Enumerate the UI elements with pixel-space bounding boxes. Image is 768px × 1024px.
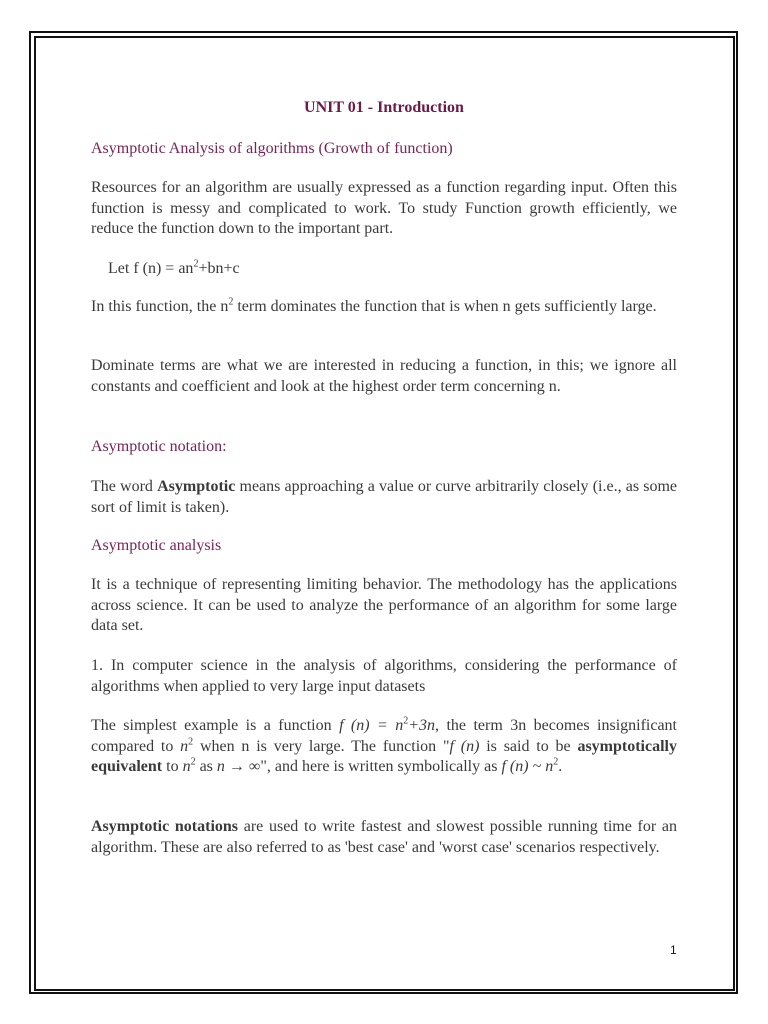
text-segment: The word (91, 478, 158, 495)
formula-exponent: 2 (193, 258, 199, 270)
math-italic: f (n) = n (339, 717, 404, 734)
text-segment: is said to be (479, 737, 578, 755)
formula-suffix: +bn+c (198, 260, 240, 277)
page-number: 1 (670, 943, 677, 957)
text-segment: as (195, 758, 217, 775)
text-segment: are used to write fastest and slowest possible running time for an algorithm. These are also referred to as 'best case' and 'worst case' scenarios respectively. (91, 818, 677, 856)
text-segment: . (558, 758, 563, 775)
text-segment: The simplest example is a function (91, 717, 340, 734)
text-segment: means approaching a value or curve arbitrarily closely (i.e., as some sort of limit is taken). (91, 478, 678, 516)
superscript: 2 (553, 756, 559, 768)
heading-asymptotic-analysis: Asymptotic analysis (91, 537, 222, 554)
text-segment: → ∞", and here is written symbolically as (224, 758, 502, 775)
bold-term: Asymptotic (157, 478, 236, 495)
paragraph-asymptotic-notations (91, 817, 677, 858)
text-segment: term dominates the function that is when n gets sufficiently large. (233, 298, 657, 315)
paragraph-computer-science: 1. In computer science in the analysis of algorithms, considering the performance of algorithms when applied to very large input datasets (91, 657, 677, 695)
text-segment: to (162, 758, 183, 775)
paragraph-word-asymptotic (91, 477, 677, 518)
formula-prefix: Let f (n) = an (108, 260, 194, 277)
superscript: 2 (188, 736, 194, 748)
math-italic: n (180, 737, 189, 755)
heading-asymptotic-notation: Asymptotic notation: (91, 438, 227, 455)
bold-term: Asymptotic notations (91, 818, 239, 835)
superscript: 2 (190, 756, 196, 768)
formula-line (108, 259, 240, 279)
superscript: 2 (228, 296, 234, 308)
bold-term: asymptotically equivalent (91, 737, 677, 775)
paragraph-simplest-example (91, 716, 677, 778)
math-italic: +3n (408, 717, 436, 734)
document-title: UNIT 01 - Introduction (304, 99, 464, 116)
math-italic: f (n) ~ n (501, 758, 554, 775)
text-segment: In this function, the n (91, 298, 229, 315)
superscript: 2 (403, 715, 409, 727)
paragraph-dominate-terms: Dominate terms are what we are interested in reducing a function, in this; we ignore all constants and coefficient and look at the highest order term concerning n. (91, 357, 677, 395)
math-italic: n (182, 758, 191, 775)
paragraph-dominates (91, 297, 677, 318)
text-segment: , the term 3n becomes insignificant compared to (91, 717, 678, 755)
paragraph-resources: Resources for an algorithm are usually expressed as a function regarding input. Often this function is messy and complicated to work. To study Function growth efficiently, we reduce the function down to the important part. (91, 179, 677, 237)
paragraph-technique: It is a technique of representing limiting behavior. The methodology has the applications across science. It can be used to analyze the performance of an algorithm for some large data set. (91, 576, 677, 634)
math-italic: f (n) (449, 737, 480, 755)
text-segment: when n is very large. The function " (193, 737, 450, 755)
heading-growth-of-function: Asymptotic Analysis of algorithms (Growth of function) (91, 140, 453, 157)
math-italic: n (216, 758, 225, 775)
